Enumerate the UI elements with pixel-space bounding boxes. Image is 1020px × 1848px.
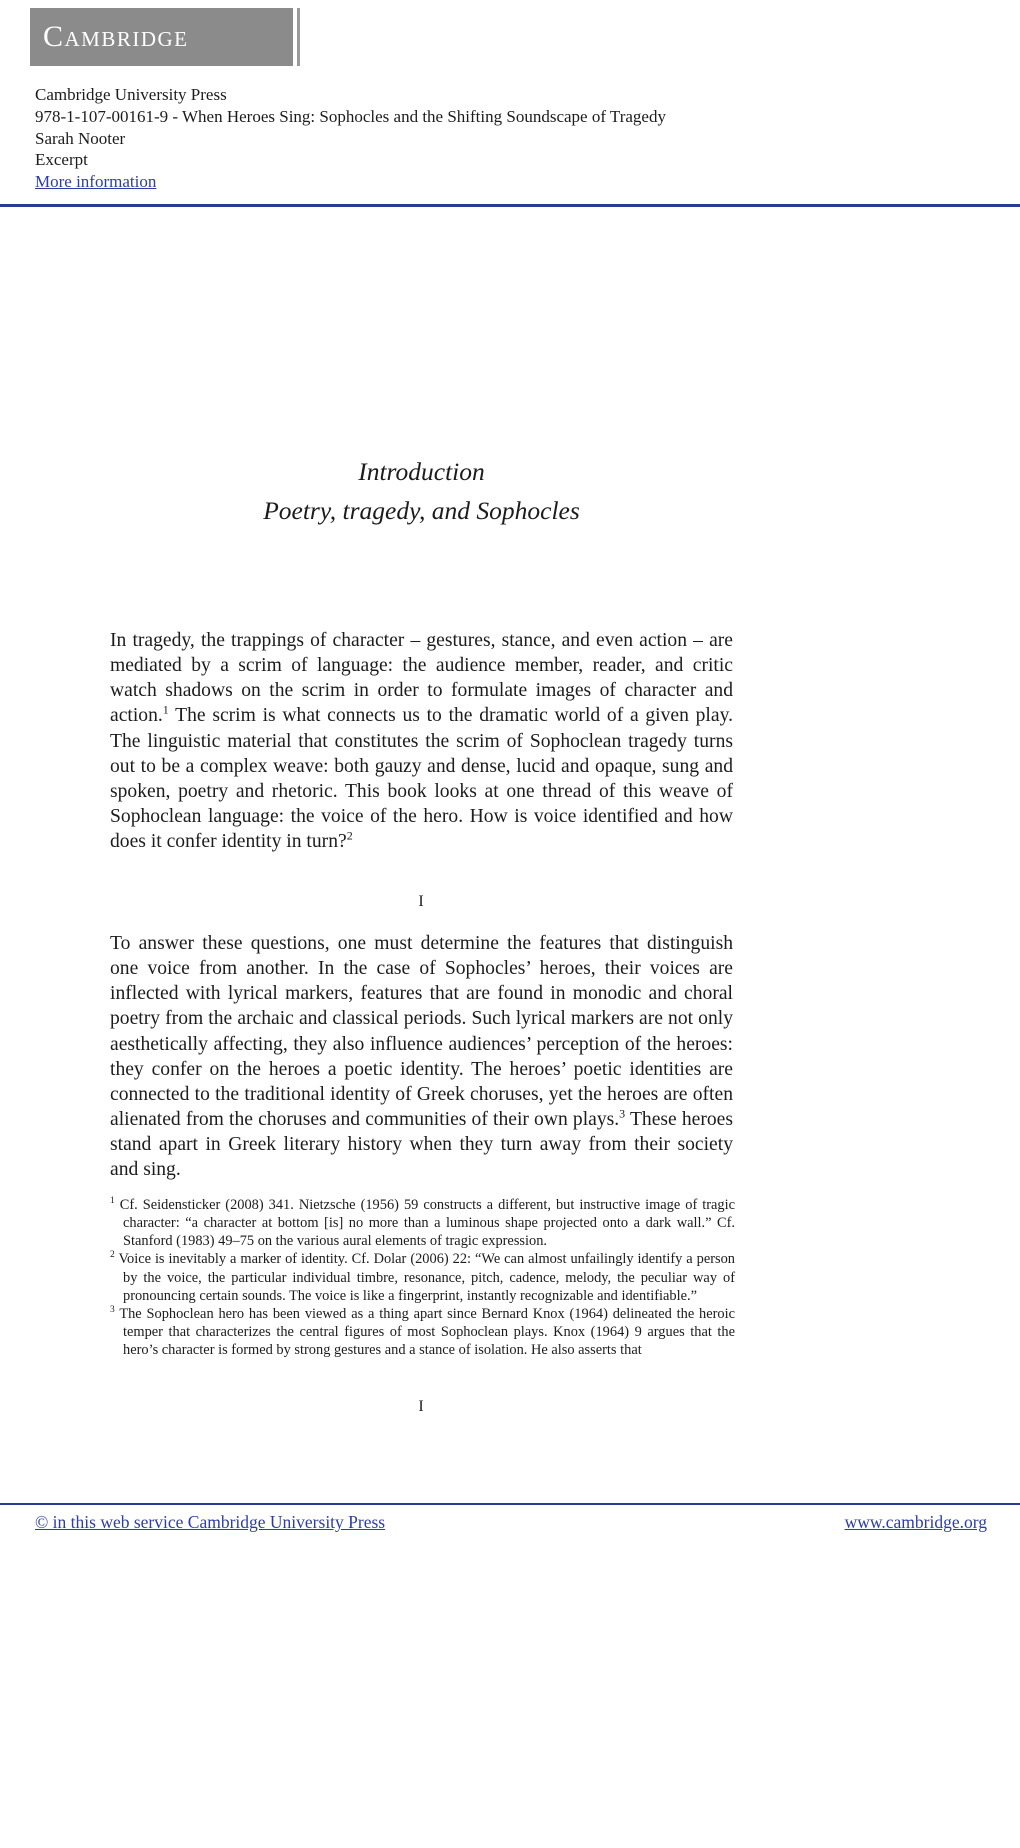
footnote-ref-3: 3 xyxy=(619,1106,626,1121)
author-line: Sarah Nooter xyxy=(35,128,126,148)
publication-meta xyxy=(35,84,666,193)
paragraph-2-text-a: To answer these questions, one must determine the features that distinguish one voice from another. In the case of Sophocles’ heroes, their voices are inflected with lyrical markers, features that are found in monodic and choral poetry from the archaic and classical periods. Such lyrical markers are not only aesthetically affecting, they also influence audiences’ perception of the heroes: they confer on the heroes a poetic identity. The heroes’ poetic identities are connected to the traditional identity of Greek choruses, yet the heroes are often alienated from the choruses and communities of their own plays. xyxy=(110,933,733,1131)
footnote-item-2 xyxy=(110,1250,735,1304)
publisher-line: Cambridge University Press xyxy=(35,85,227,104)
footnote-text-3: The Sophoclean hero has been viewed as a thing apart since Bernard Knox (1964) delineated the heroic temper that characterizes the central figures of most Sophoclean plays. Knox (1964) 9 argues that the hero’s character is formed by strong gestures and a stance of isolation. He also asserts that xyxy=(119,1305,735,1359)
paragraph-1-text-b: The scrim is what connects us to the dramatic world of a given play. The linguistic material that constitutes the scrim of Sophoclean tragedy turns out to be a complex weave: both gauzy and dense, lucid and opaque, sung and spoken, poetry and rhetoric. This book looks at one thread of this weave of Sophoclean language: the voice of the hero. How is voice identified and how does it confer identity in turn? xyxy=(110,705,733,853)
footnote-item-1 xyxy=(110,1196,735,1250)
paragraph-1 xyxy=(110,628,733,854)
cambridge-logo-text: Cambridge xyxy=(43,20,189,53)
header-rule xyxy=(0,204,1020,207)
footnote-ref-2: 2 xyxy=(346,828,353,843)
section-numeral: I xyxy=(418,893,425,910)
footnote-ref-1: 1 xyxy=(162,702,169,717)
footnote-item-3 xyxy=(110,1305,735,1359)
chapter-title-line1: Introduction xyxy=(358,457,485,486)
chapter-title-line2: Poetry, tragedy, and Sophocles xyxy=(263,496,580,525)
paragraph-1-text-a: In tragedy, the trappings of character – gestures, stance, and even action – are mediated by a scrim of language: the audience member, reader, and critic watch shadows on the scrim in order to formulate images of character and action. xyxy=(110,630,733,727)
footnotes-section xyxy=(110,1196,735,1359)
paragraph-2-text-b: These heroes stand apart in Greek literary history when they turn away from their society and sing. xyxy=(110,1109,733,1181)
footnote-number-2: 2 xyxy=(110,1250,115,1261)
footnote-text-1: Cf. Seidensticker (2008) 341. Nietzsche (1956) 59 constructs a different, but instructive image of tragic character: “a character at bottom [is] no more than a luminous shape projected onto a dark wall.” Cf. Stanford (1983) 49–75 on the various aural elements of tragic expression. xyxy=(119,1197,735,1250)
isbn-title-line: 978-1-107-00161-9 - When Heroes Sing: Sophocles and the Shifting Soundscape of Tragedy xyxy=(35,106,666,126)
more-information-link[interactable]: More information xyxy=(35,172,157,192)
copyright-link[interactable]: © in this web service Cambridge University Press xyxy=(35,1512,386,1532)
excerpt-line: Excerpt xyxy=(35,150,88,170)
cambridge-url-link[interactable]: www.cambridge.org xyxy=(844,1512,987,1532)
cambridge-logo-box xyxy=(30,8,293,66)
footer-rule xyxy=(0,1503,1020,1505)
paragraph-2 xyxy=(110,931,733,1183)
chapter-title xyxy=(110,452,733,530)
logo-divider xyxy=(297,8,300,66)
footnote-number-3: 3 xyxy=(110,1305,115,1316)
page-number: I xyxy=(418,1398,425,1415)
footnote-text-2: Voice is inevitably a marker of identity. Cf. Dolar (2006) 22: “We can almost unfailingly identify a person by the voice, the particular individual timbre, resonance, pitch, cadence, melody, the peculiar way of pronouncing certain sounds. The voice is like a fingerprint, instantly recognizable and identifiable.” xyxy=(118,1251,736,1304)
footnote-number-1: 1 xyxy=(110,1196,115,1207)
